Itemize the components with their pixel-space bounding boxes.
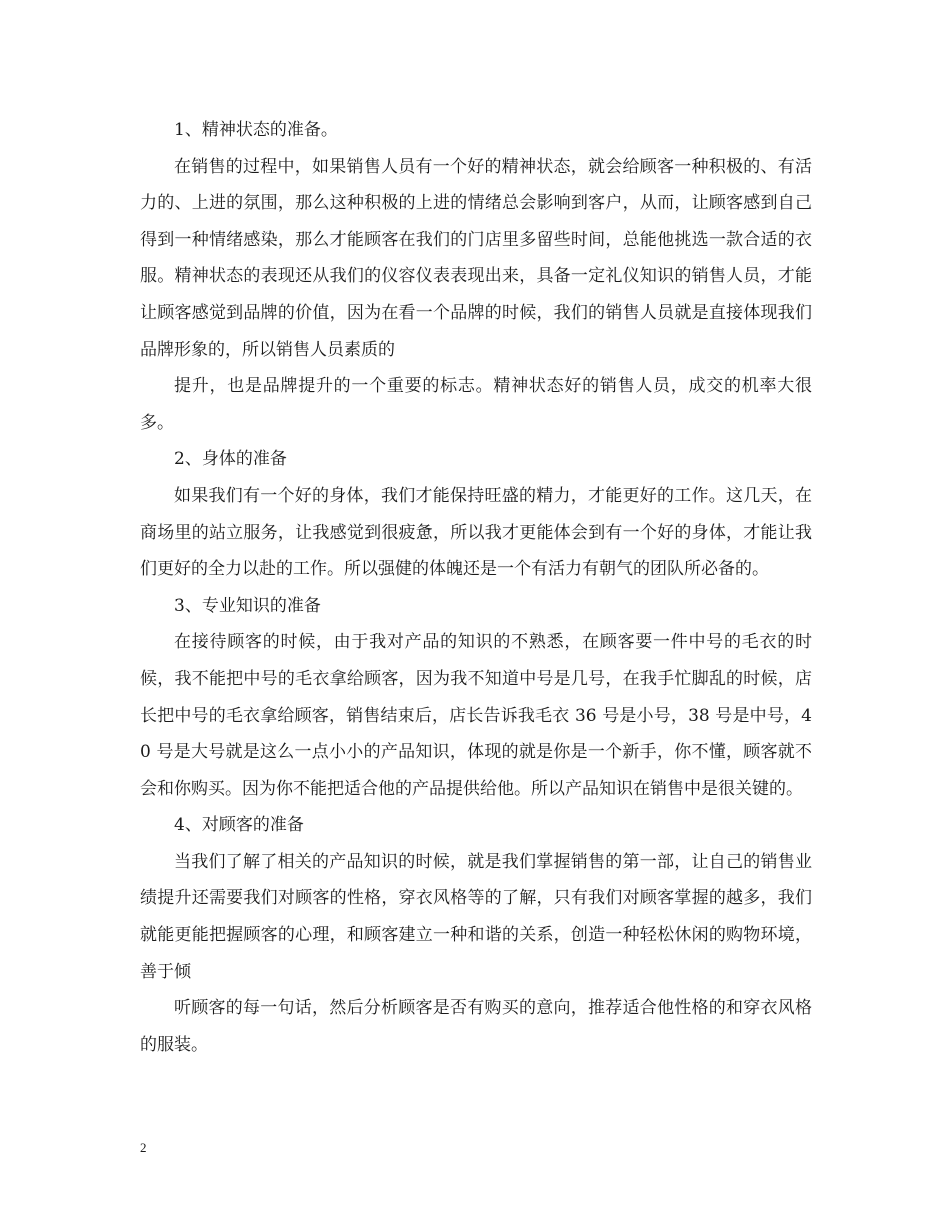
paragraph-mental-state-continued: 提升，也是品牌提升的一个重要的标志。精神状态好的销售人员，成交的机率大很多。: [140, 376, 812, 433]
section-heading-product-knowledge: 3、专业知识的准备: [174, 595, 321, 616]
page-number: 2: [140, 1140, 147, 1155]
paragraph-mental-state: 在销售的过程中，如果销售人员有一个好的精神状态，就会给顾客一种积极的、有活力的、上进的氛围，那么这种积极的上进的情绪总会影响到客户，从而，让顾客感到自己得到一种情绪感染，那么才能顾客在我们的门店里多留些时间，总能他挑选一款合适的衣服。精神状态的表现还从我们的仪容仪表表现出来，具备一定礼仪知识的销售人员，才能让顾客感觉到品牌的价值，因为在看一个品牌的时候，我们的销售人员就是直接体现我们品牌形象的，所以销售人员素质的: [140, 156, 812, 360]
paragraph-customer-continued: 听顾客的每一句话，然后分析顾客是否有购买的意向，推荐适合他性格的和穿衣风格的服装。: [140, 998, 812, 1055]
paragraph-product-knowledge: 在接待顾客的时候，由于我对产品的知识的不熟悉，在顾客要一件中号的毛衣的时候，我不能把中号的毛衣拿给顾客，因为我不知道中号是几号，在我手忙脚乱的时候，店长把中号的毛衣拿给顾客，销售结束后，店长告诉我毛衣 36 号是小号，38 号是中号，40 号是大号就是这么一点小小的产品知识，体现的就是你是一个新手，你不懂，顾客就不会和你购买。因为你不能把适合他的产品提供给他。所以产品知识在销售中是很关键的。: [140, 632, 812, 799]
document-body: [140, 112, 812, 1063]
section-heading-physical: 2、身体的准备: [174, 449, 287, 470]
paragraph-physical: 如果我们有一个好的身体，我们才能保持旺盛的精力，才能更好的工作。这几天，在商场里的站立服务，让我感觉到很疲惫，所以我才更能体会到有一个好的身体，才能让我们更好的全力以赴的工作。所以强健的体魄还是一个有活力有朝气的团队所必备的。: [140, 485, 812, 580]
section-heading-mental-state: 1、精神状态的准备。: [174, 120, 338, 140]
paragraph-customer: 当我们了解了相关的产品知识的时候，就是我们掌握销售的第一部，让自己的销售业绩提升还需要我们对顾客的性格，穿衣风格等的了解，只有我们对顾客掌握的越多，我们就能更能把握顾客的心理，和顾客建立一种和谐的关系，创造一种轻松休闲的购物环境，善于倾: [140, 851, 812, 982]
section-heading-customer: 4、对顾客的准备: [174, 815, 304, 836]
